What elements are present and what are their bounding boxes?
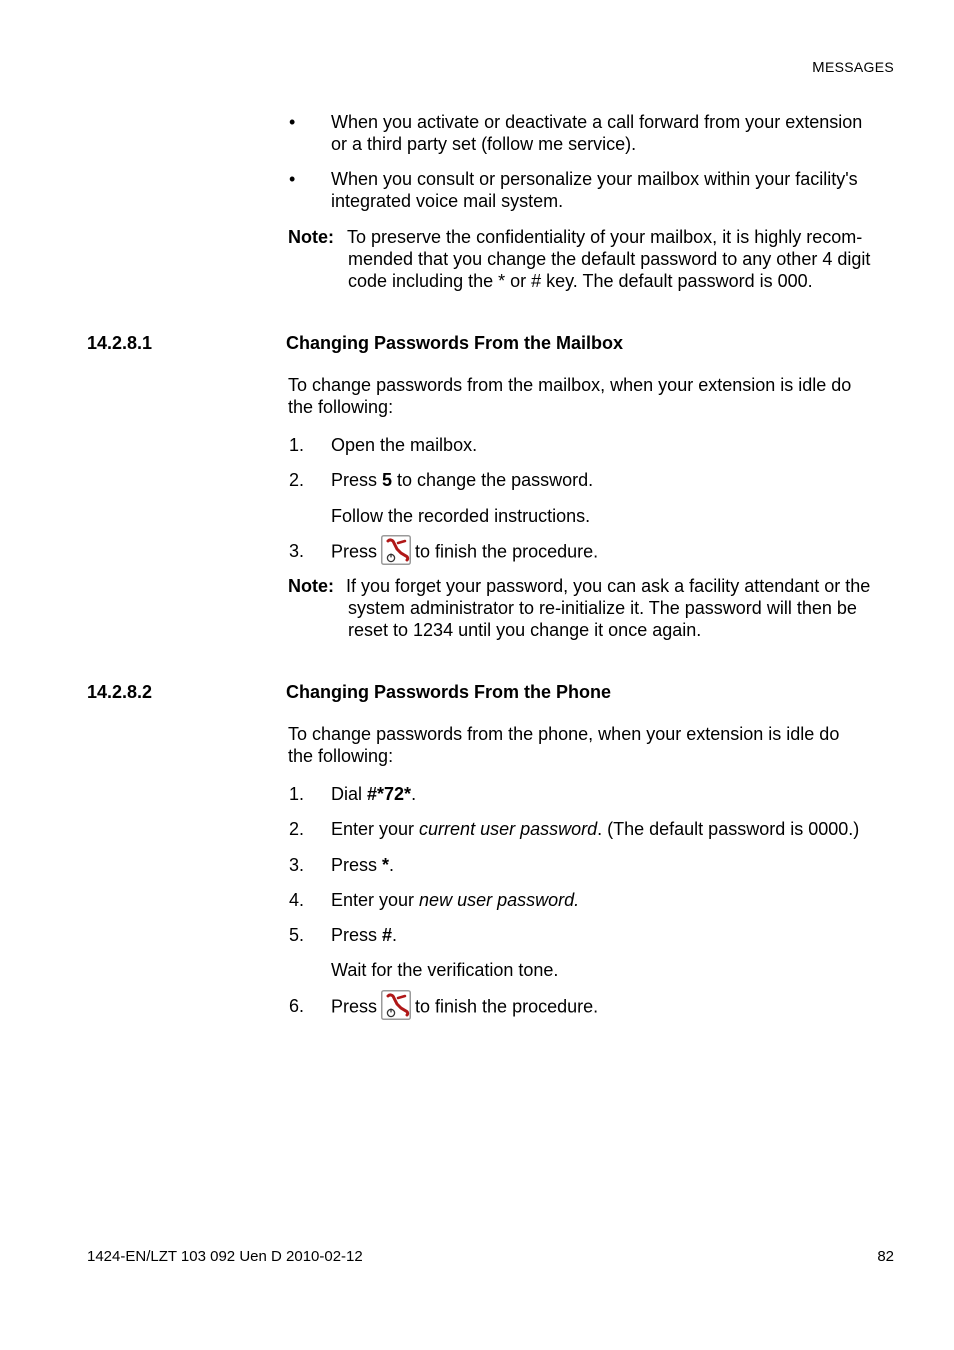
key-label: 5 bbox=[382, 470, 393, 490]
section-title: Changing Passwords From the Phone bbox=[286, 682, 612, 702]
key-label: #*72* bbox=[367, 784, 412, 804]
note-2-line-3: reset to 1234 until you change it once again. bbox=[348, 620, 702, 640]
note-label: Note: bbox=[288, 227, 334, 247]
note-2-line-2: system administrator to re-initialize it. The password will then be bbox=[348, 598, 857, 618]
step-subtext: Follow the recorded instructions. bbox=[331, 506, 591, 526]
emphasis-text: new user password. bbox=[419, 890, 580, 910]
running-header-rest: ESSAGES bbox=[824, 59, 894, 75]
footer-document-id: 1424-EN/LZT 103 092 Uen D 2010-02-12 bbox=[87, 1248, 363, 1265]
key-label: * bbox=[382, 855, 390, 875]
step-text: Press to finish the procedure. bbox=[331, 540, 598, 565]
step-number: 5. bbox=[289, 925, 305, 945]
step-number: 6. bbox=[289, 996, 305, 1016]
hang-up-key-icon bbox=[381, 990, 411, 1020]
step-number: 4. bbox=[289, 890, 305, 910]
note-1-line-3: code including the * or # key. The default password is 000. bbox=[348, 271, 813, 291]
bullet-1-line-2: or a third party set (follow me service). bbox=[331, 134, 637, 154]
emphasis-text: current user password bbox=[419, 819, 598, 839]
section-2-intro-line-1: To change passwords from the phone, when your extension is idle do bbox=[288, 724, 840, 744]
key-label: # bbox=[382, 925, 393, 945]
step-number: 2. bbox=[289, 470, 305, 490]
running-header bbox=[812, 56, 894, 79]
step-subtext: Wait for the verification tone. bbox=[331, 960, 559, 980]
bullet-2-line-1: When you consult or personalize your mailbox within your facility's bbox=[331, 169, 858, 189]
bullet-2-line-2: integrated voice mail system. bbox=[331, 191, 564, 211]
section-1-intro-line-2: the following: bbox=[288, 397, 394, 417]
step-text: Press 5 to change the password. bbox=[331, 470, 594, 490]
footer-page-number: 82 bbox=[877, 1248, 894, 1265]
step-number: 3. bbox=[289, 855, 305, 875]
running-header-initial: M bbox=[812, 59, 825, 76]
section-number: 14.2.8.1 bbox=[87, 333, 153, 353]
step-number: 2. bbox=[289, 819, 305, 839]
section-1-intro-line-1: To change passwords from the mailbox, when your extension is idle do bbox=[288, 375, 852, 395]
step-text: Press #. bbox=[331, 925, 398, 945]
step-text: Enter your current user password. (The default password is 0000.) bbox=[331, 819, 860, 839]
section-title: Changing Passwords From the Mailbox bbox=[286, 333, 624, 353]
section-2-intro-line-2: the following: bbox=[288, 746, 394, 766]
step-number: 1. bbox=[289, 435, 305, 455]
step-text: Enter your new user password. bbox=[331, 890, 580, 910]
bullet-1-line-1: When you activate or deactivate a call forward from your extension bbox=[331, 112, 863, 132]
step-number: 1. bbox=[289, 784, 305, 804]
note-label: Note: bbox=[288, 576, 334, 596]
step-text: Dial #*72*. bbox=[331, 784, 417, 804]
note-1-line-2: mended that you change the default password to any other 4 digit bbox=[348, 249, 871, 269]
note-1-line-1: To preserve the confidentiality of your mailbox, it is highly recom- bbox=[347, 227, 863, 247]
hang-up-key-icon bbox=[381, 535, 411, 565]
bullet-mark: • bbox=[289, 112, 296, 132]
step-number: 3. bbox=[289, 541, 305, 561]
note-2-line-1: If you forget your password, you can ask a facility attendant or the bbox=[346, 576, 871, 596]
step-text: Press *. bbox=[331, 855, 395, 875]
section-number: 14.2.8.2 bbox=[87, 682, 153, 702]
step-text: Press to finish the procedure. bbox=[331, 995, 598, 1020]
bullet-mark: • bbox=[289, 169, 296, 189]
step-text: Open the mailbox. bbox=[331, 435, 478, 455]
